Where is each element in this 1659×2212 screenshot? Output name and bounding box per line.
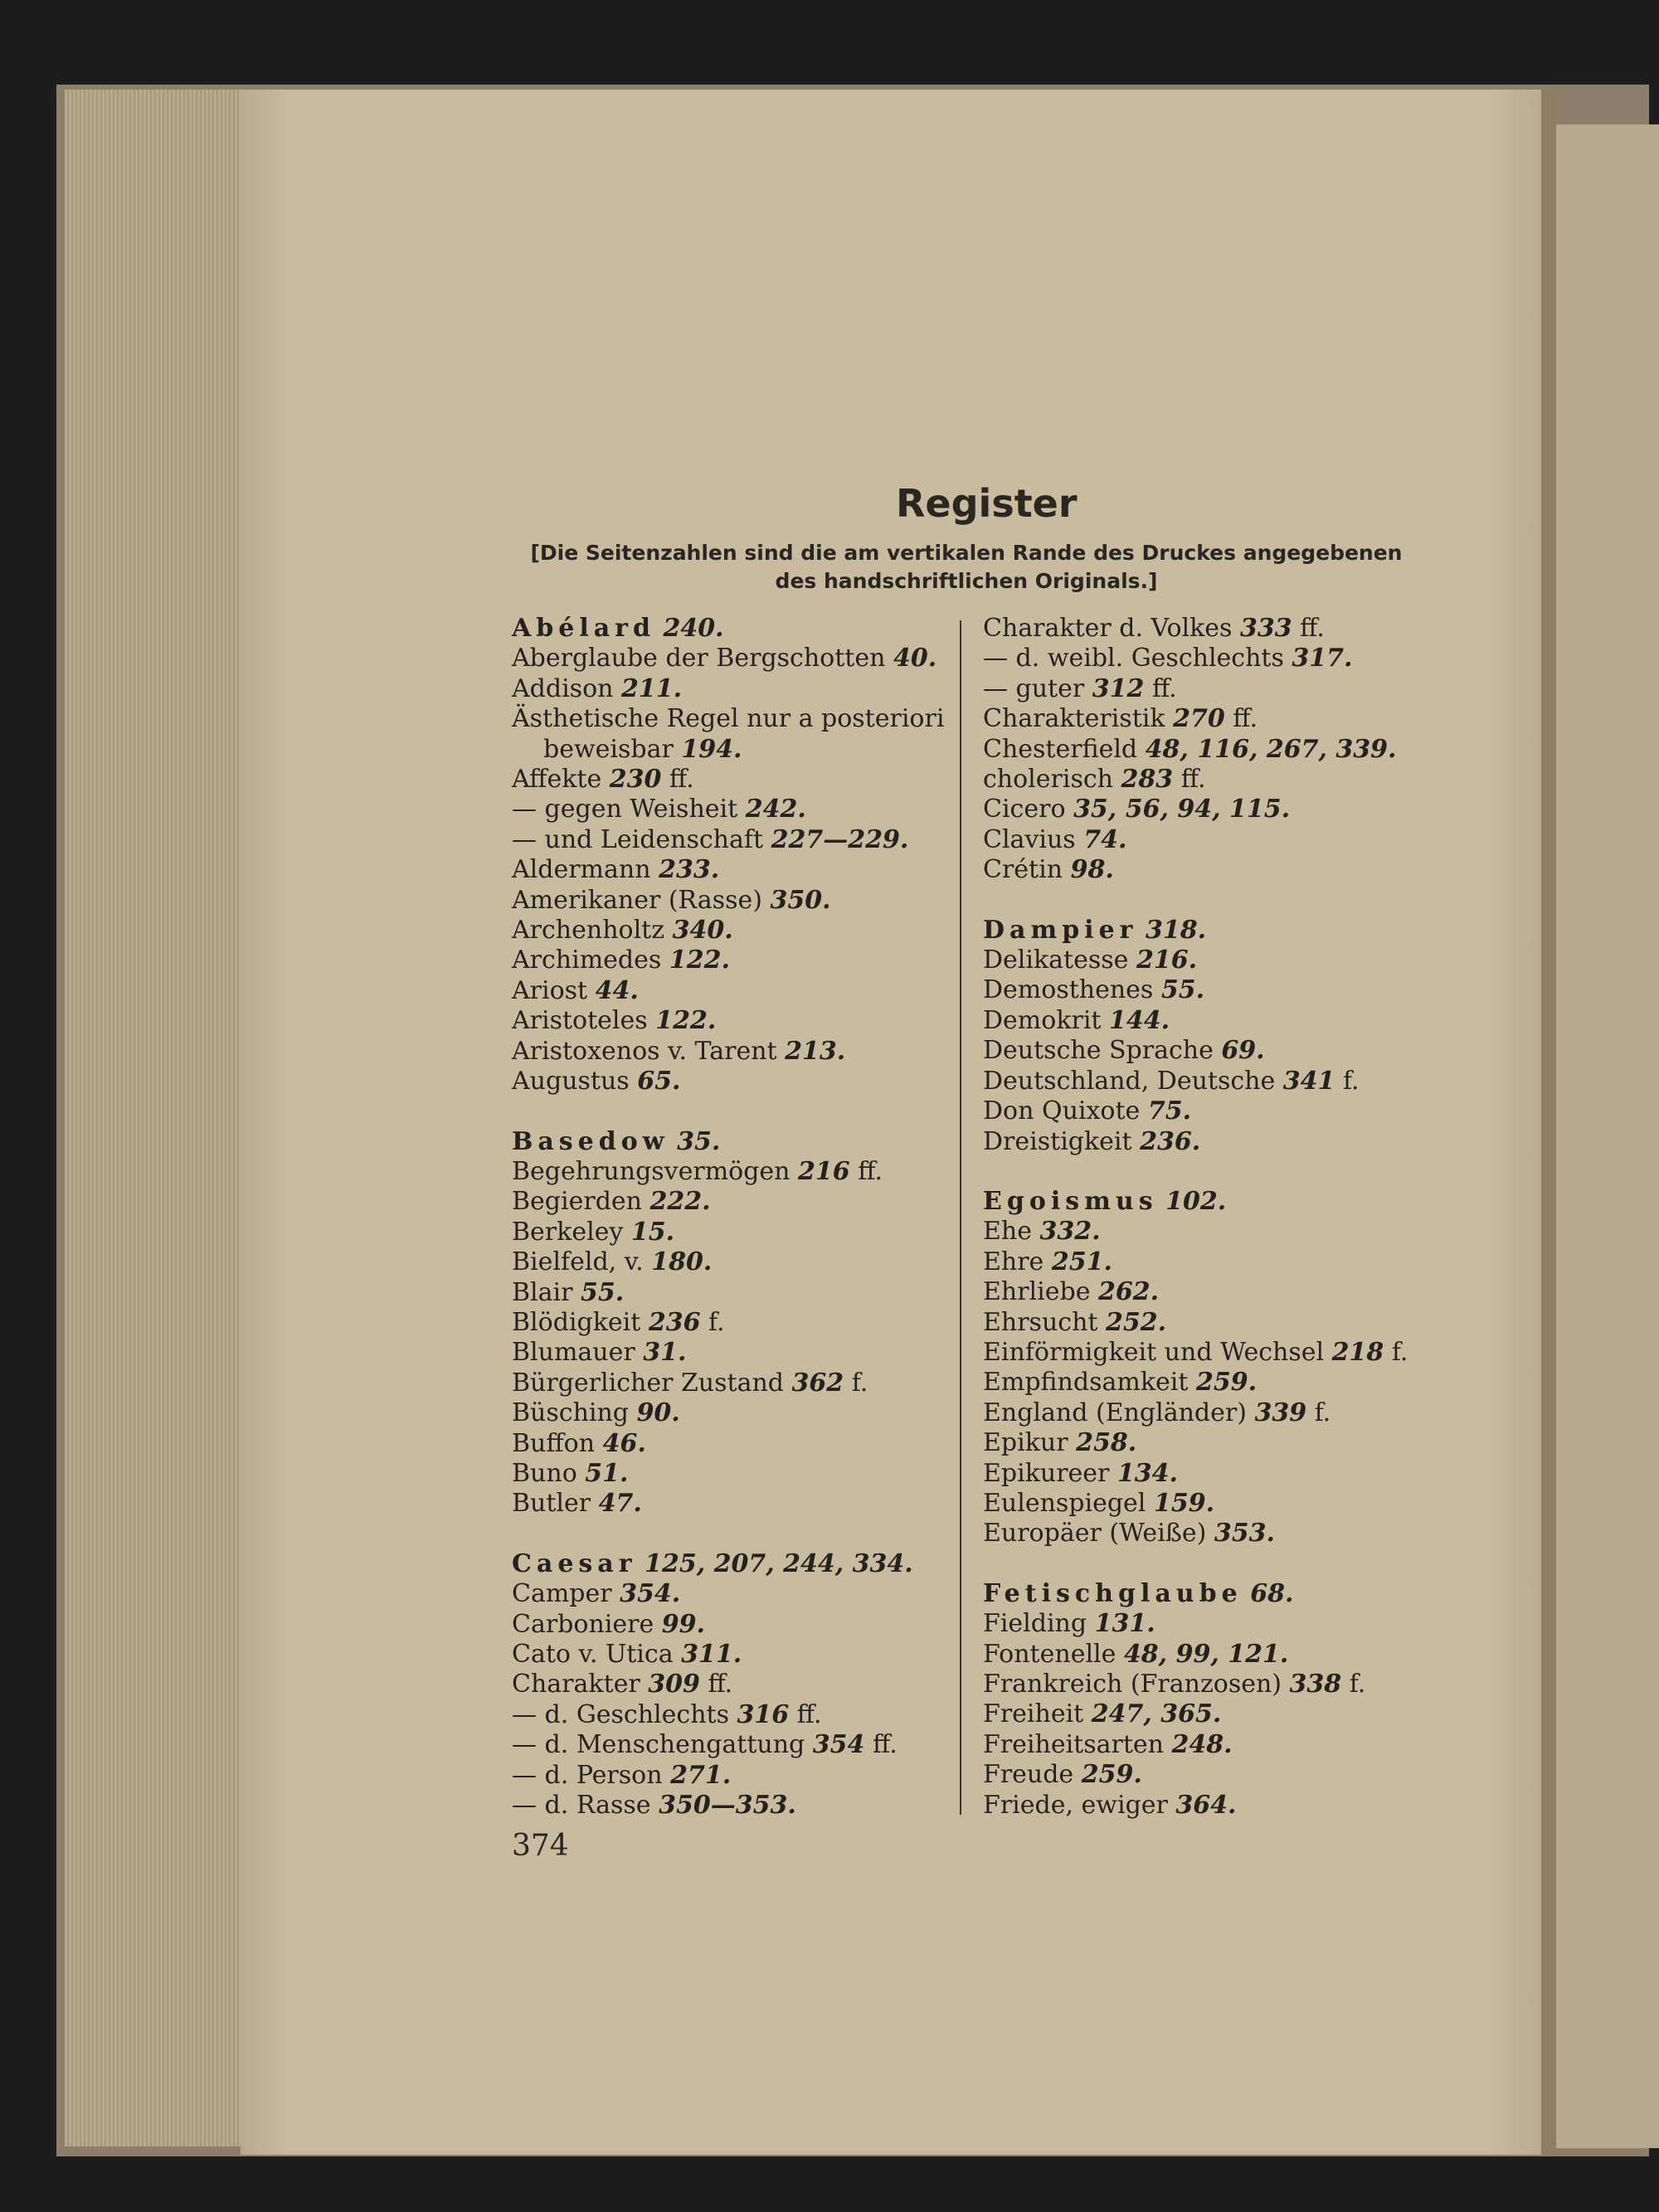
index-entry bbox=[983, 1459, 1447, 1489]
index-entry-pages: 159. bbox=[1153, 1488, 1215, 1518]
index-entry bbox=[512, 1338, 976, 1368]
index-entry-term: Aristoxenos v. Tarent bbox=[512, 1036, 777, 1066]
index-entry-term: Ehe bbox=[983, 1217, 1032, 1247]
index-entry-suffix: ff. bbox=[796, 1699, 822, 1729]
index-entry bbox=[983, 795, 1447, 824]
index-entry-pages: 227—229. bbox=[771, 824, 909, 854]
index-entry-term: cholerisch bbox=[983, 765, 1113, 795]
index-entry bbox=[512, 735, 976, 765]
index-entry-pages: 216. bbox=[1136, 946, 1198, 975]
index-column-right bbox=[983, 614, 1447, 1821]
page-number: 374 bbox=[512, 1829, 569, 1863]
index-entry-pages: 242. bbox=[745, 795, 806, 824]
index-entry bbox=[512, 1429, 976, 1459]
index-entry-term: Bielfeld, v. bbox=[512, 1247, 644, 1277]
index-entry bbox=[512, 1700, 976, 1730]
index-entry-term: Charakter bbox=[512, 1670, 640, 1699]
index-entry-term: Dampier bbox=[983, 915, 1138, 945]
register-note-line-2: des handschriftlichen Originals.] bbox=[775, 569, 1158, 593]
index-entry-pages: 122. bbox=[669, 946, 730, 975]
index-entry-term: Addison bbox=[512, 673, 614, 703]
index-entry bbox=[983, 1609, 1447, 1639]
index-entry bbox=[512, 674, 976, 704]
index-entry bbox=[983, 1277, 1447, 1307]
index-entry-term: Cicero bbox=[983, 795, 1066, 824]
index-entry-pages: 125, 207, 244, 334. bbox=[645, 1548, 913, 1578]
index-entry bbox=[512, 1218, 976, 1247]
index-entry-term: Demokrit bbox=[983, 1005, 1102, 1035]
index-entry bbox=[983, 1699, 1447, 1729]
index-entry bbox=[983, 1187, 1447, 1217]
index-entry-term: Freiheit bbox=[983, 1699, 1084, 1729]
index-entry-pages: 99. bbox=[661, 1609, 705, 1639]
index-entry bbox=[512, 1006, 976, 1036]
index-entry-term: — guter bbox=[983, 673, 1085, 703]
index-entry-term: Europäer (Weiße) bbox=[983, 1519, 1207, 1548]
index-entry-pages: 35. bbox=[677, 1126, 721, 1156]
index-entry-term: Buno bbox=[512, 1458, 577, 1488]
index-entry-term: Charakteristik bbox=[983, 704, 1165, 734]
index-entry bbox=[512, 1037, 976, 1067]
index-entry bbox=[983, 1760, 1447, 1790]
index-entry-pages: 332. bbox=[1039, 1217, 1101, 1247]
index-entry bbox=[983, 855, 1447, 885]
index-entry-suffix: ff. bbox=[1233, 704, 1258, 734]
index-entry-pages: 353. bbox=[1214, 1519, 1275, 1548]
index-entry-pages: 65. bbox=[637, 1067, 681, 1096]
index-entry-term: Aldermann bbox=[512, 855, 651, 885]
index-entry-term: — und Leidenschaft bbox=[512, 824, 764, 854]
index-entry-term: Freude bbox=[983, 1760, 1074, 1790]
index-entry-term: — d. Person bbox=[512, 1760, 663, 1790]
index-entry-pages: 213. bbox=[785, 1036, 846, 1066]
index-entry-term: Charakter d. Volkes bbox=[983, 614, 1233, 643]
index-entry-term: Epikureer bbox=[983, 1458, 1110, 1488]
index-entry bbox=[512, 1369, 976, 1398]
index-entry-pages: 216 bbox=[798, 1156, 850, 1186]
index-entry bbox=[983, 614, 1447, 644]
index-entry bbox=[512, 1549, 976, 1579]
index-entry-term: Frankreich (Franzosen) bbox=[983, 1670, 1282, 1699]
index-entry-suffix: ff. bbox=[858, 1156, 883, 1186]
index-entry bbox=[983, 1579, 1447, 1609]
index-entry bbox=[983, 1368, 1447, 1398]
index-entry bbox=[983, 916, 1447, 946]
index-entry-suffix: f. bbox=[708, 1307, 725, 1337]
register-note bbox=[514, 539, 1418, 596]
index-entry-term: Fetischglaube bbox=[983, 1578, 1243, 1608]
index-entry-pages: 75. bbox=[1147, 1096, 1192, 1126]
index-entry-term: Carboniere bbox=[512, 1609, 654, 1639]
index-entry-term: Demosthenes bbox=[983, 975, 1154, 1005]
index-entry-term: — d. Rasse bbox=[512, 1791, 651, 1821]
index-entry bbox=[512, 1791, 976, 1821]
index-entry bbox=[983, 946, 1447, 975]
index-entry-term: Bürgerlicher Zustand bbox=[512, 1368, 784, 1398]
index-entry-term: — d. Menschengattung bbox=[512, 1730, 805, 1760]
index-entry-term: Chesterfield bbox=[983, 734, 1138, 764]
index-entry-pages: 311. bbox=[681, 1640, 742, 1669]
index-entry-pages: 55. bbox=[581, 1277, 625, 1307]
index-entry bbox=[512, 614, 976, 644]
index-entry-pages: 354. bbox=[620, 1579, 681, 1609]
index-entry-pages: 350. bbox=[770, 885, 831, 915]
index-entry-term: Dreistigkeit bbox=[983, 1126, 1132, 1156]
index-entry-term: Deutschland, Deutsche bbox=[983, 1066, 1276, 1096]
column-divider bbox=[960, 620, 961, 1815]
index-entry bbox=[983, 1519, 1447, 1548]
index-entry-pages: 31. bbox=[643, 1338, 687, 1368]
index-entry bbox=[512, 1398, 976, 1428]
index-entry bbox=[512, 886, 976, 916]
index-entry-term: Ehrliebe bbox=[983, 1277, 1091, 1307]
index-entry-term: Amerikaner (Rasse) bbox=[512, 885, 762, 915]
index-entry-pages: 339 bbox=[1254, 1398, 1307, 1427]
index-entry-pages: 316 bbox=[737, 1699, 790, 1729]
index-entry bbox=[983, 1730, 1447, 1760]
index-entry-term: — gegen Weisheit bbox=[512, 795, 738, 824]
index-entry bbox=[512, 1157, 976, 1187]
index-entry-term: Eulenspiegel bbox=[983, 1488, 1146, 1518]
index-entry bbox=[512, 1610, 976, 1640]
index-entry-term: Friede, ewiger bbox=[983, 1790, 1168, 1820]
index-entry-term: Empfindsamkeit bbox=[983, 1368, 1189, 1398]
index-entry-pages: 48, 99, 121. bbox=[1123, 1639, 1289, 1669]
index-entry-term: Fontenelle bbox=[983, 1639, 1117, 1669]
index-entry bbox=[512, 765, 976, 795]
index-entry-pages: 364. bbox=[1175, 1790, 1237, 1820]
index-entry-pages: 55. bbox=[1160, 975, 1205, 1005]
index-entry-term: Don Quixote bbox=[983, 1096, 1141, 1126]
index-entry-suffix: f. bbox=[851, 1368, 868, 1398]
index-entry bbox=[983, 975, 1447, 1005]
index-entry-pages: 318. bbox=[1146, 915, 1207, 945]
index-entry-pages: 35, 56, 94, 115. bbox=[1073, 795, 1291, 824]
index-entry-pages: 122. bbox=[655, 1006, 717, 1036]
index-entry-pages: 194. bbox=[681, 734, 742, 764]
index-entry bbox=[983, 704, 1447, 734]
index-entry-pages: 47. bbox=[598, 1489, 642, 1519]
index-entry bbox=[512, 1579, 976, 1609]
index-entry-term: Clavius bbox=[983, 824, 1076, 854]
index-entry-pages: 51. bbox=[585, 1458, 629, 1488]
index-entry-term: Basedow bbox=[512, 1126, 669, 1156]
index-entry-pages: 48, 116, 267, 339. bbox=[1145, 734, 1397, 764]
facing-page bbox=[1551, 124, 1659, 2148]
index-entry-pages: 259. bbox=[1195, 1368, 1258, 1398]
index-entry bbox=[983, 1006, 1447, 1036]
index-entry-pages: 144. bbox=[1109, 1005, 1170, 1035]
index-entry-pages: 102. bbox=[1165, 1186, 1227, 1216]
index-entry-pages: 222. bbox=[649, 1187, 711, 1217]
index-entry-term: Deutsche Sprache bbox=[983, 1036, 1214, 1066]
index-entry-pages: 68. bbox=[1250, 1578, 1294, 1608]
index-entry-term: Blair bbox=[512, 1277, 573, 1307]
index-entry-pages: 230 bbox=[609, 765, 662, 795]
index-entry-pages: 131. bbox=[1094, 1609, 1155, 1639]
index-entry bbox=[983, 1067, 1447, 1096]
index-entry bbox=[512, 1489, 976, 1519]
index-entry-suffix: ff. bbox=[1180, 765, 1206, 795]
index-entry-pages: 218 bbox=[1331, 1337, 1384, 1367]
index-entry-pages: 270 bbox=[1173, 704, 1225, 734]
index-entry bbox=[512, 1730, 976, 1760]
index-entry bbox=[983, 674, 1447, 704]
index-entry-suffix: ff. bbox=[669, 765, 694, 795]
index-entry bbox=[983, 1036, 1447, 1066]
index-entry-term: Ästhetische Regel nur a posteriori bbox=[512, 704, 945, 734]
page-edges bbox=[65, 90, 264, 2146]
index-entry bbox=[983, 1670, 1447, 1699]
index-entry bbox=[512, 916, 976, 946]
index-entry-term: England (Engländer) bbox=[983, 1398, 1247, 1427]
index-entry-pages: 98. bbox=[1070, 855, 1114, 885]
index-entry-suffix: ff. bbox=[1151, 673, 1177, 703]
index-entry-pages: 46. bbox=[602, 1428, 646, 1458]
index-entry-term: Blumauer bbox=[512, 1338, 635, 1368]
index-entry-term: Cato v. Utica bbox=[512, 1640, 674, 1669]
index-entry-pages: 283 bbox=[1121, 765, 1174, 795]
index-entry bbox=[983, 1791, 1447, 1821]
index-entry-term: Augustus bbox=[512, 1067, 630, 1096]
index-entry-pages: 251. bbox=[1051, 1247, 1112, 1276]
index-entry bbox=[512, 976, 976, 1006]
page-title: Register bbox=[896, 481, 1078, 526]
index-entry-pages: 262. bbox=[1098, 1277, 1160, 1307]
index-entry-term: Affekte bbox=[512, 765, 602, 795]
index-entry bbox=[983, 1398, 1447, 1428]
index-entry-term: Einförmigkeit und Wechsel bbox=[983, 1337, 1325, 1367]
index-entry-term: Caesar bbox=[512, 1548, 637, 1578]
index-entry-pages: 247, 365. bbox=[1091, 1699, 1222, 1729]
index-entry bbox=[512, 1459, 976, 1489]
index-entry bbox=[512, 1761, 976, 1791]
index-entry-term: Freiheitsarten bbox=[983, 1729, 1164, 1759]
index-entry-term: beweisbar bbox=[543, 734, 674, 764]
index-entry bbox=[983, 1640, 1447, 1670]
index-entry bbox=[983, 1217, 1447, 1247]
index-entry bbox=[512, 704, 976, 734]
index-entry-pages: 362 bbox=[791, 1368, 844, 1398]
index-entry-pages: 240. bbox=[663, 614, 724, 643]
index-entry-term: Büsching bbox=[512, 1398, 630, 1428]
book-gutter bbox=[1541, 90, 1556, 2155]
index-entry-suffix: ff. bbox=[708, 1670, 733, 1699]
index-entry-term: Fielding bbox=[983, 1609, 1087, 1639]
index-entry-term: Archenholtz bbox=[512, 916, 665, 946]
index-entry bbox=[512, 1670, 976, 1699]
index-entry-term: Crétin bbox=[983, 855, 1063, 885]
index-entry-pages: 233. bbox=[659, 855, 720, 885]
index-entry-term: Buffon bbox=[512, 1428, 596, 1458]
index-entry bbox=[512, 1278, 976, 1308]
index-entry bbox=[983, 1096, 1447, 1126]
index-entry-pages: 211. bbox=[621, 673, 683, 703]
index-entry-pages: 317. bbox=[1292, 644, 1353, 673]
index-entry-pages: 180. bbox=[651, 1247, 713, 1277]
register-note-line-1: [Die Seitenzahlen sind die am vertikalen Rande des Druckes angegebenen bbox=[530, 541, 1403, 565]
index-entry-term: Archimedes bbox=[512, 946, 662, 975]
index-entry bbox=[983, 644, 1447, 673]
index-entry-term: Blödigkeit bbox=[512, 1307, 641, 1337]
index-entry-pages: 15. bbox=[630, 1217, 675, 1247]
index-entry-suffix: ff. bbox=[1300, 614, 1325, 643]
index-entry-pages: 248. bbox=[1171, 1729, 1233, 1759]
index-entry-pages: 236. bbox=[1140, 1126, 1201, 1156]
index-entry-suffix: f. bbox=[1342, 1066, 1360, 1096]
index-entry-pages: 40. bbox=[893, 644, 937, 673]
index-entry-term: Ehrsucht bbox=[983, 1307, 1098, 1337]
index-entry-term: Egoismus bbox=[983, 1186, 1158, 1216]
index-entry-term: — d. Geschlechts bbox=[512, 1699, 729, 1729]
index-entry bbox=[983, 1338, 1447, 1368]
index-entry-term: Aristoteles bbox=[512, 1006, 648, 1036]
index-entry bbox=[512, 1187, 976, 1217]
index-entry-pages: 252. bbox=[1106, 1307, 1167, 1337]
index-entry-term: Butler bbox=[512, 1489, 591, 1519]
index-entry-pages: 333 bbox=[1239, 614, 1292, 643]
index-entry bbox=[512, 1127, 976, 1157]
index-entry-term: — d. weibl. Geschlechts bbox=[983, 644, 1284, 673]
index-entry bbox=[983, 1428, 1447, 1458]
index-entry-term: Epikur bbox=[983, 1428, 1068, 1458]
index-entry-term: Delikatesse bbox=[983, 946, 1129, 975]
index-entry-pages: 44. bbox=[595, 975, 639, 1005]
index-entry bbox=[512, 1247, 976, 1277]
index-entry bbox=[983, 1308, 1447, 1338]
index-entry-pages: 69. bbox=[1221, 1036, 1265, 1066]
index-entry bbox=[983, 765, 1447, 795]
index-entry bbox=[512, 825, 976, 855]
index-entry bbox=[512, 1067, 976, 1096]
index-entry-pages: 259. bbox=[1081, 1760, 1142, 1790]
index-entry-pages: 236 bbox=[648, 1307, 701, 1337]
index-entry-term: Camper bbox=[512, 1579, 612, 1609]
index-entry-term: Ehre bbox=[983, 1247, 1044, 1276]
index-entry-pages: 340. bbox=[672, 916, 733, 946]
index-entry-term: Abélard bbox=[512, 614, 655, 643]
index-entry-suffix: ff. bbox=[872, 1730, 898, 1760]
index-entry bbox=[512, 946, 976, 975]
index-entry-pages: 309 bbox=[648, 1670, 700, 1699]
index-column-left bbox=[512, 614, 976, 1821]
index-entry-pages: 354 bbox=[812, 1730, 865, 1760]
index-entry-pages: 271. bbox=[670, 1760, 732, 1790]
index-entry bbox=[983, 1127, 1447, 1157]
index-entry bbox=[512, 644, 976, 673]
index-entry bbox=[512, 855, 976, 885]
index-entry-term: Ariost bbox=[512, 975, 588, 1005]
index-entry-term: Berkeley bbox=[512, 1217, 624, 1247]
index-entry-pages: 258. bbox=[1076, 1428, 1137, 1458]
index-entry-suffix: f. bbox=[1391, 1337, 1408, 1367]
index-entry-suffix: f. bbox=[1349, 1670, 1366, 1699]
index-entry-pages: 338 bbox=[1289, 1670, 1342, 1699]
index-entry bbox=[512, 1308, 976, 1338]
index-entry-term: Begierden bbox=[512, 1187, 642, 1217]
index-entry bbox=[983, 1489, 1447, 1519]
index-entry bbox=[512, 795, 976, 824]
index-entry-pages: 134. bbox=[1117, 1458, 1179, 1488]
index-entry-pages: 350—353. bbox=[659, 1791, 796, 1821]
index-entry-pages: 341 bbox=[1282, 1066, 1335, 1096]
index-entry-term: Aberglaube der Bergschotten bbox=[512, 644, 886, 673]
index-entry-pages: 312 bbox=[1092, 673, 1145, 703]
index-entry-suffix: f. bbox=[1314, 1398, 1331, 1427]
index-entry bbox=[512, 1640, 976, 1670]
index-entry bbox=[983, 1247, 1447, 1277]
index-entry bbox=[983, 825, 1447, 855]
index-entry bbox=[983, 735, 1447, 765]
index-entry-pages: 74. bbox=[1083, 824, 1127, 854]
index-entry-pages: 90. bbox=[636, 1398, 680, 1428]
index-entry-term: Begehrungsvermögen bbox=[512, 1156, 791, 1186]
